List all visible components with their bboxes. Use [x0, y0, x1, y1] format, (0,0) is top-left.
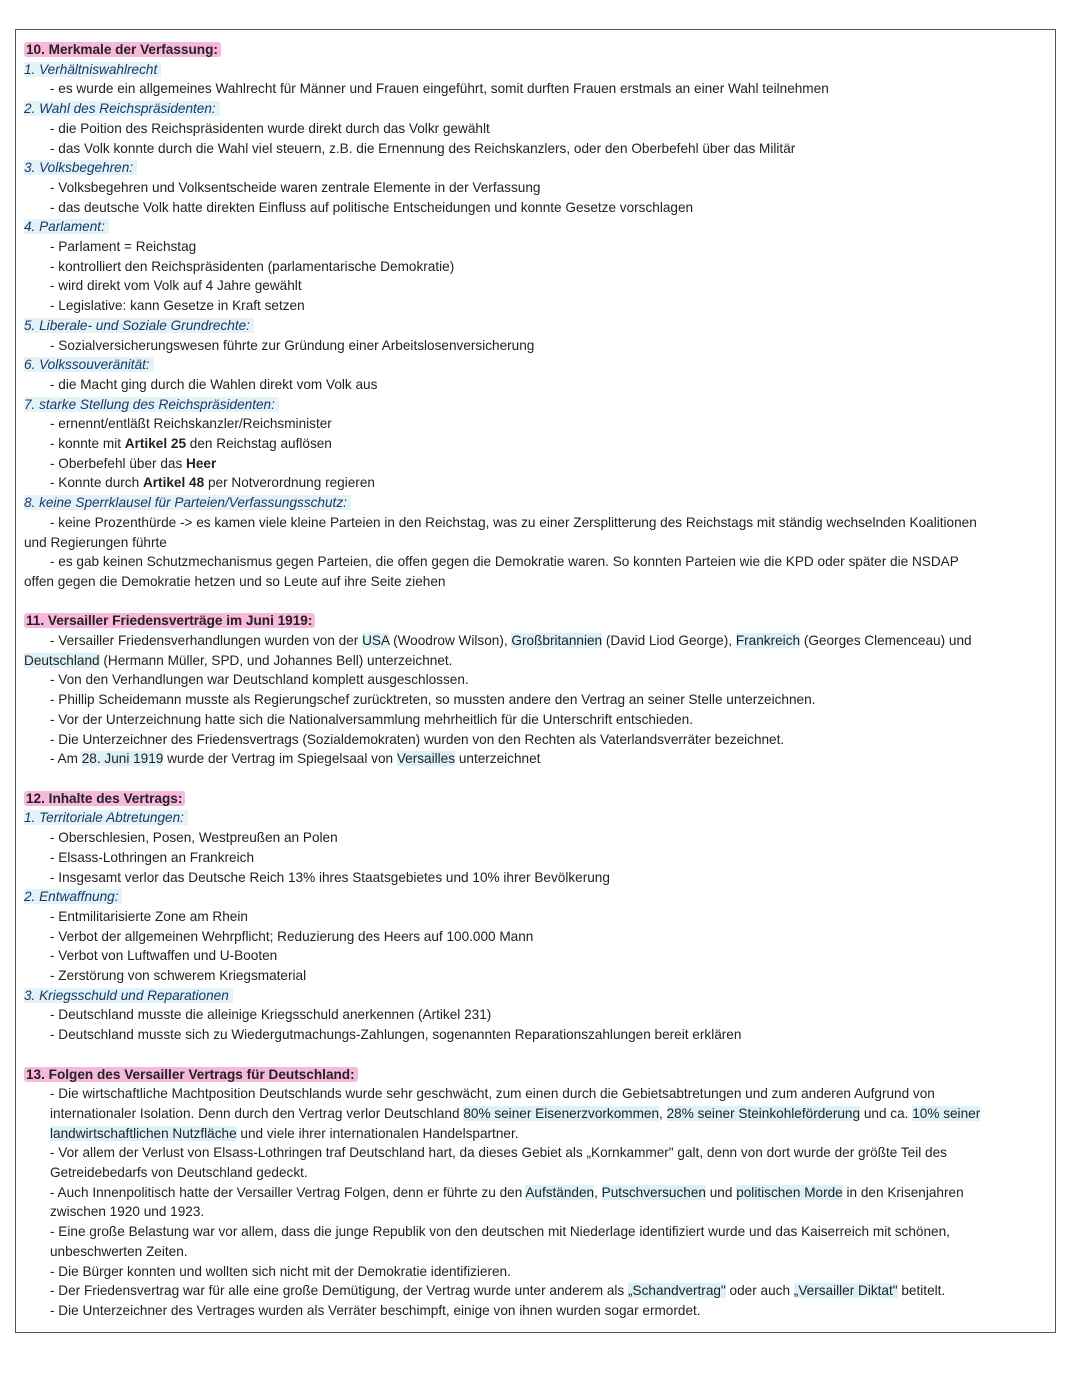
s10-subheading-5: 5. Liberale- und Soziale Grundrechte:: [24, 318, 254, 333]
section-12: [24, 789, 1044, 809]
text-run: unterzeichnet: [455, 751, 541, 767]
text-run: - Am: [50, 751, 82, 767]
text-run: und: [705, 1184, 737, 1200]
s10-line: - Volksbegehren und Volksentscheide waren zentrale Elemente in der Verfassung: [50, 179, 541, 195]
s13-line: unbeschwerten Zeiten.: [50, 1243, 188, 1259]
s12-line: - Elsass-Lothringen an Frankreich: [50, 849, 254, 865]
s10-line-continued: und Regierungen führte: [24, 534, 167, 550]
s10-line: - keine Prozenthürde -> es kamen viele kleine Parteien in den Reichstag, was zu einer Zersplitterung des Reichstags mit ständig wechselnden Koalitionen: [50, 514, 977, 530]
text-run: (Woodrow Wilson),: [389, 633, 512, 649]
highlight-term: „Schandvertrag": [628, 1283, 726, 1299]
document-page: [15, 29, 1056, 1333]
s12-line: - Oberschlesien, Posen, Westpreußen an Polen: [50, 830, 338, 846]
s10-subheading-1: 1. Verhältniswahlrecht: [24, 62, 161, 77]
highlight-term: USA: [362, 633, 390, 649]
highlight-term: politischen Morde: [736, 1184, 843, 1200]
text-run: (David Liod George),: [602, 633, 736, 649]
text-run: und viele ihrer internationalen Handelspartner.: [236, 1125, 519, 1141]
text-run: - Auch Innenpolitisch hatte der Versailler Vertrag Folgen, denn er führte zu den: [50, 1184, 526, 1200]
s12-line: - Zerstörung von schwerem Kriegsmaterial: [50, 968, 307, 984]
s13-line: - Die wirtschaftliche Machtposition Deutschlands wurde sehr geschwächt, zum einen durch die Gebietsabtretungen und zum anderen Aufgrund von: [50, 1086, 935, 1102]
s11-line: - Vor der Unterzeichnung hatte sich die Nationalversammlung mehrheitlich für die Unterschrift entschieden.: [50, 711, 694, 727]
s10-line: - ernennt/entläßt Reichskanzler/Reichsminister: [50, 416, 332, 432]
text-run: - konnte mit: [50, 436, 125, 452]
s13-line: - Die Unterzeichner des Vertrages wurden als Verräter beschimpft, einige von ihnen wurden sogar ermordet.: [50, 1302, 701, 1318]
highlight-term: Aufständen: [525, 1184, 595, 1200]
s13-line: [24, 1183, 1044, 1203]
s12-subheading-3: 3. Kriegsschuld und Reparationen: [24, 988, 233, 1003]
s13-line: Getreidebedarfs von Deutschland gedeckt.: [50, 1165, 308, 1181]
text-run: wurde der Vertrag im Spiegelsaal von: [163, 751, 397, 767]
s10-line: - Sozialversicherungswesen führte zur Gründung einer Arbeitslosenversicherung: [50, 337, 535, 353]
bold-term: Heer: [186, 455, 217, 471]
text-run: (Hermann Müller, SPD, und Johannes Bell) unterzeichnet.: [99, 652, 453, 668]
s10-line: - Legislative: kann Gesetze in Kraft setzen: [50, 298, 305, 314]
s13-line: [24, 1281, 1044, 1301]
text-run: - Versailler Friedensverhandlungen wurden von der: [50, 633, 363, 649]
highlight-term: Frankreich: [735, 633, 801, 649]
text-run: oder auch: [725, 1283, 794, 1299]
s10-line: - kontrolliert den Reichspräsidenten (parlamentarische Demokratie): [50, 258, 455, 274]
s10-subheading-2: 2. Wahl des Reichspräsidenten:: [24, 101, 220, 116]
text-run: ,: [659, 1105, 667, 1121]
s10-line: - es wurde ein allgemeines Wahlrecht für Männer und Frauen eingeführt, somit durften Frauen erstmals an einer Wahl teilnehmen: [50, 81, 829, 97]
s12-line: - Verbot von Luftwaffen und U-Booten: [50, 948, 278, 964]
s13-line: - Vor allem der Verlust von Elsass-Lothringen traf Deutschland hart, da dieses Gebiet als „Kornkammer" galt, denn von dort wurde der größte Teil des: [50, 1145, 947, 1161]
highlight-term: 28. Juni 1919: [81, 751, 164, 767]
s12-line: - Deutschland musste die alleinige Kriegsschuld anerkennen (Artikel 231): [50, 1007, 492, 1023]
s13-line: - Die Bürger konnten und wollten sich nicht mit der Demokratie identifizieren.: [50, 1263, 511, 1279]
text-run: betitelt.: [897, 1283, 946, 1299]
section-10-title: 10. Merkmale der Verfassung:: [24, 42, 221, 57]
text-run: in den Krisenjahren: [842, 1184, 964, 1200]
s13-line: - Eine große Belastung war vor allem, dass die junge Republik von den deutschen mit Niederlage identifiziert wurde und das Kaiserreich mit schönen,: [50, 1224, 950, 1240]
s12-line: - Entmilitarisierte Zone am Rhein: [50, 908, 248, 924]
s10-line: - das Volk konnte durch die Wahl viel steuern, z.B. die Ernennung des Reichskanzlers, oder den Oberbefehl über das Militär: [50, 140, 796, 156]
highlight-term: 10% seiner: [912, 1105, 981, 1121]
highlight-term: Putschversuchen: [601, 1184, 706, 1200]
s10-line: - die Macht ging durch die Wahlen direkt vom Volk aus: [50, 376, 378, 392]
section-12-title: 12. Inhalte des Vertrags:: [24, 791, 185, 806]
text-run: und ca.: [860, 1105, 913, 1121]
s10-subheading-6: 6. Volkssouveränität:: [24, 357, 154, 372]
s12-line: - Insgesamt verlor das Deutsche Reich 13% ihres Staatsgebietes und 10% ihrer Bevölkerung: [50, 869, 610, 885]
text-run: - Oberbefehl über das: [50, 455, 187, 471]
s11-line: - Von den Verhandlungen war Deutschland komplett ausgeschlossen.: [50, 672, 469, 688]
s10-line: [24, 434, 1044, 454]
s10-line: - es gab keinen Schutzmechanismus gegen Parteien, die offen gegen die Demokratie waren. So konnten Parteien wie die KPD oder später die NSDAP: [50, 554, 959, 570]
highlight-term: 28% seiner Steinkohleförderung: [666, 1105, 861, 1121]
s11-line: [24, 749, 1044, 769]
text-run: (Georges Clemenceau) und: [800, 633, 972, 649]
text-run: ,: [594, 1184, 602, 1200]
s12-line: - Verbot der allgemeinen Wehrpflicht; Reduzierung des Heers auf 100.000 Mann: [50, 928, 534, 944]
s12-subheading-2: 2. Entwaffnung:: [24, 889, 122, 904]
highlight-term: Großbritannien: [511, 633, 603, 649]
s10-line: - die Poition des Reichspräsidenten wurde direkt durch das Volkr gewählt: [50, 120, 490, 136]
s13-line: zwischen 1920 und 1923.: [50, 1204, 205, 1220]
bold-term: Artikel 48: [142, 475, 205, 491]
s11-line: - Die Unterzeichner des Friedensvertrags (Sozialdemokraten) wurden von den Rechten als Vaterlandsverräter bezeichnet.: [50, 731, 785, 747]
s10-subheading-7: 7. starke Stellung des Reichspräsidenten:: [24, 397, 279, 412]
s10-subheading-8: 8. keine Sperrklausel für Parteien/Verfassungsschutz:: [24, 495, 351, 510]
text-run: den Reichstag auflösen: [186, 436, 332, 452]
section-11: [24, 611, 1044, 631]
s11-line: [24, 631, 1044, 651]
text-run: - Konnte durch: [50, 475, 143, 491]
bold-term: Artikel 25: [124, 436, 187, 452]
s10-subheading-3: 3. Volksbegehren:: [24, 160, 137, 175]
s12-line: - Deutschland musste sich zu Wiedergutmachungs-Zahlungen, sogenannten Reparationszahlungen bereit erklären: [50, 1027, 742, 1043]
text-run: - Der Friedensvertrag war für alle eine große Demütigung, der Vertrag wurde unter anderem als: [50, 1283, 629, 1299]
document-content: [24, 40, 1044, 1321]
highlight-term: Versailles: [396, 751, 456, 767]
section-13: [24, 1065, 1044, 1085]
s10-line: - wird direkt vom Volk auf 4 Jahre gewählt: [50, 278, 302, 294]
highlight-term: „Versailler Diktat": [793, 1283, 898, 1299]
s10-line: - Parlament = Reichstag: [50, 239, 197, 255]
s10-line-continued: offen gegen die Demokratie hetzen und so Leute auf ihre Seite ziehen: [24, 573, 446, 589]
highlight-term: landwirtschaftlichen Nutzfläche: [50, 1125, 237, 1141]
s13-line: [24, 1104, 1044, 1124]
s11-line-continued: [24, 651, 1044, 671]
s11-line: - Phillip Scheidemann musste als Regierungschef zurücktreten, so mussten andere den Vertrag an seiner Stelle unterzeichnen.: [50, 692, 816, 708]
section-13-title: 13. Folgen des Versailler Vertrags für Deutschland:: [24, 1067, 358, 1082]
highlight-term: Deutschland: [24, 652, 100, 668]
s12-subheading-1: 1. Territoriale Abtretungen:: [24, 810, 188, 825]
section-11-title: 11. Versailler Friedensverträge im Juni 1919:: [24, 613, 315, 628]
text-run: internationaler Isolation. Denn durch den Vertrag verlor Deutschland: [50, 1105, 464, 1121]
s10-line: [24, 473, 1044, 493]
section-10: [24, 40, 1044, 60]
s10-subheading-4: 4. Parlament:: [24, 219, 109, 234]
text-run: per Notverordnung regieren: [204, 475, 375, 491]
s13-line: [24, 1124, 1044, 1144]
s10-line: - das deutsche Volk hatte direkten Einfluss auf politische Entscheidungen und konnte Gesetze vorschlagen: [50, 199, 694, 215]
s10-line: [24, 454, 1044, 474]
highlight-term: 80% seiner Eisenerzvorkommen: [463, 1105, 660, 1121]
